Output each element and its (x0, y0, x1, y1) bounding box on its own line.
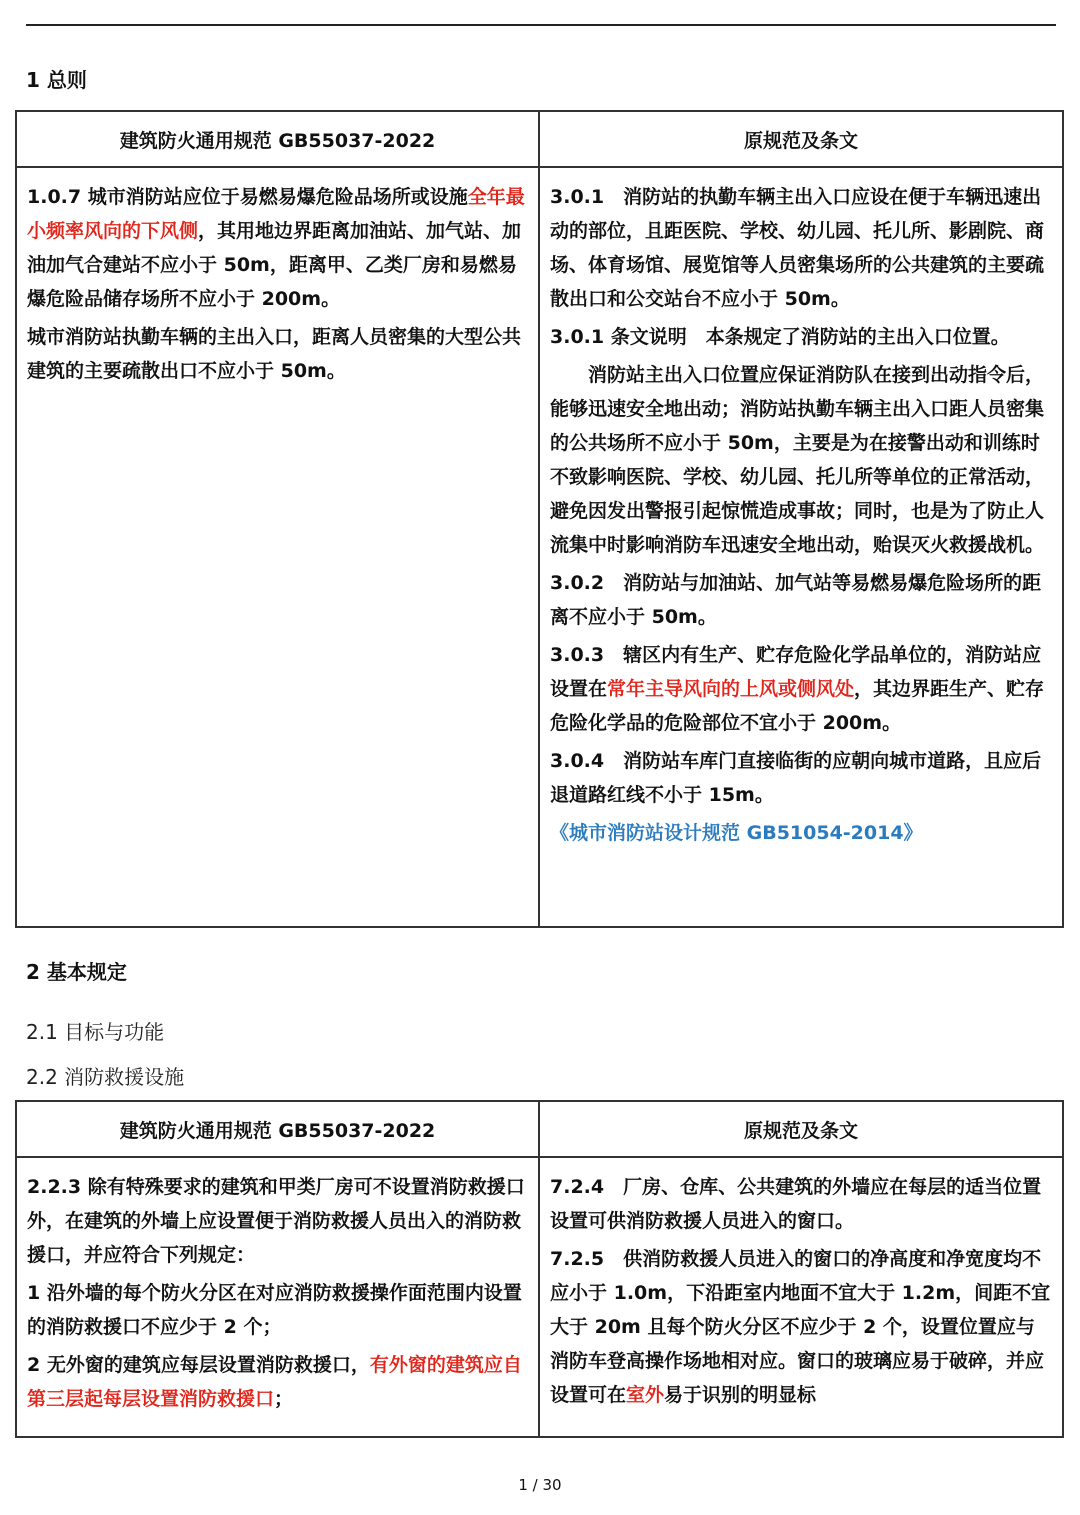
top-rule (26, 24, 1056, 26)
section-1-heading: 1 总则 (26, 68, 87, 92)
highlight-upwind: 常年主导风向的上风或侧风处 (607, 678, 855, 700)
table1-right-cell (539, 167, 1063, 927)
highlight-outdoor: 室外 (626, 1384, 665, 1406)
subsection-2-2-heading: 2.2 消防救援设施 (26, 1065, 185, 1089)
clause-2-2-3-item-1: 1 沿外墙的每个防火分区在对应消防救援操作面范围内设置的消防救援口不应少于 2 个； (27, 1282, 522, 1338)
subsection-2-1-heading: 2.1 目标与功能 (26, 1020, 165, 1044)
clause-7-2-4: 7.2.4 厂房、仓库、公共建筑的外墙应在每层的适当位置设置可供消防救援人员进入的窗口。 (550, 1176, 1042, 1232)
table1-header-right: 原规范及条文 (539, 111, 1063, 167)
clause-7-2-5: 7.2.5 供消防救援人员进入的窗口的净高度和净宽度均不应小于 1.0m，下沿距室内地面不宜大于 1.2m，间距不宜大于 20m 且每个防火分区不应少于 2 个，设置位置应与消防车登高操作场地相对应。窗口的玻璃应易于破碎，并应设置可在室外易于识别的明显标 (550, 1248, 1051, 1406)
clause-2-2-3-item-2: 2 无外窗的建筑应每层设置消防救援口，有外窗的建筑应自第三层起每层设置消防救援口； (27, 1354, 522, 1410)
table1-left-cell (16, 167, 539, 927)
clause-3-0-3: 3.0.3 辖区内有生产、贮存危险化学品单位的，消防站应设置在常年主导风向的上风或侧风处，其边界距生产、贮存危险化学品的危险部位不宜小于 200m。 (550, 644, 1045, 734)
clause-3-0-1: 3.0.1 消防站的执勤车辆主出入口应设在便于车辆迅速出动的部位，且距医院、学校、幼儿园、托儿所、影剧院、商场、体育场馆、展览馆等人员密集场所的公共建筑的主要疏散出口和公交站台不应小于 50m。 (550, 186, 1045, 310)
clause-1-0-7: 1.0.7 城市消防站应位于易燃易爆危险品场所或设施全年最小频率风向的下风侧，其用地边界距离加油站、加气站、加油加气合建站不应小于 50m，距离甲、乙类厂房和易燃易爆危险品储存场所不应小于 200m。 (27, 186, 525, 310)
source-standard: 《城市消防站设计规范 GB51054-2014》 (550, 822, 923, 844)
highlight-third-floor: 有外窗的建筑应自第三层起每层设置消防救援口 (27, 1354, 522, 1410)
section-2-heading: 2 基本规定 (26, 960, 127, 984)
clause-3-0-2: 3.0.2 消防站与加油站、加气站等易燃易爆危险场所的距离不应小于 50m。 (550, 572, 1042, 628)
clause-3-0-1-note-title: 3.0.1 条文说明 本条规定了消防站的主出入口位置。 (550, 326, 1010, 348)
table2-header-right: 原规范及条文 (539, 1101, 1063, 1157)
comparison-table-2 (15, 1100, 1064, 1438)
table2-header-left: 建筑防火通用规范 GB55037-2022 (16, 1101, 539, 1157)
clause-3-0-1-note-body: 消防站主出入口位置应保证消防队在接到出动指令后，能够迅速安全地出动；消防站执勤车辆主出入口距人员密集的公共场所不应小于 50m，主要是为在接警出动和训练时不致影响医院、学校、幼儿园、托儿所等单位的正常活动，避免因发出警报引起惊慌造成事故；同时，也是为了防止人流集中时影响消防车迅速安全地出动，贻误灭火救援战机。 (550, 364, 1045, 556)
clause-2-2-3: 2.2.3 除有特殊要求的建筑和甲类厂房可不设置消防救援口外，在建筑的外墙上应设置便于消防救援人员出入的消防救援口，并应符合下列规定： (27, 1176, 525, 1266)
highlight-downwind: 全年最小频率风向的下风侧 (27, 186, 525, 242)
table2-right-cell (539, 1157, 1063, 1437)
table2-left-cell (16, 1157, 539, 1437)
table1-header-left: 建筑防火通用规范 GB55037-2022 (16, 111, 539, 167)
clause-1-0-7-exit: 城市消防站执勤车辆的主出入口，距离人员密集的大型公共建筑的主要疏散出口不应小于 50m。 (27, 326, 522, 382)
page-number: 1 / 30 (518, 1476, 562, 1494)
clause-3-0-4: 3.0.4 消防站车库门直接临街的应朝向城市道路，且应后退道路红线不小于 15m。 (550, 750, 1042, 806)
comparison-table-1 (15, 110, 1064, 928)
